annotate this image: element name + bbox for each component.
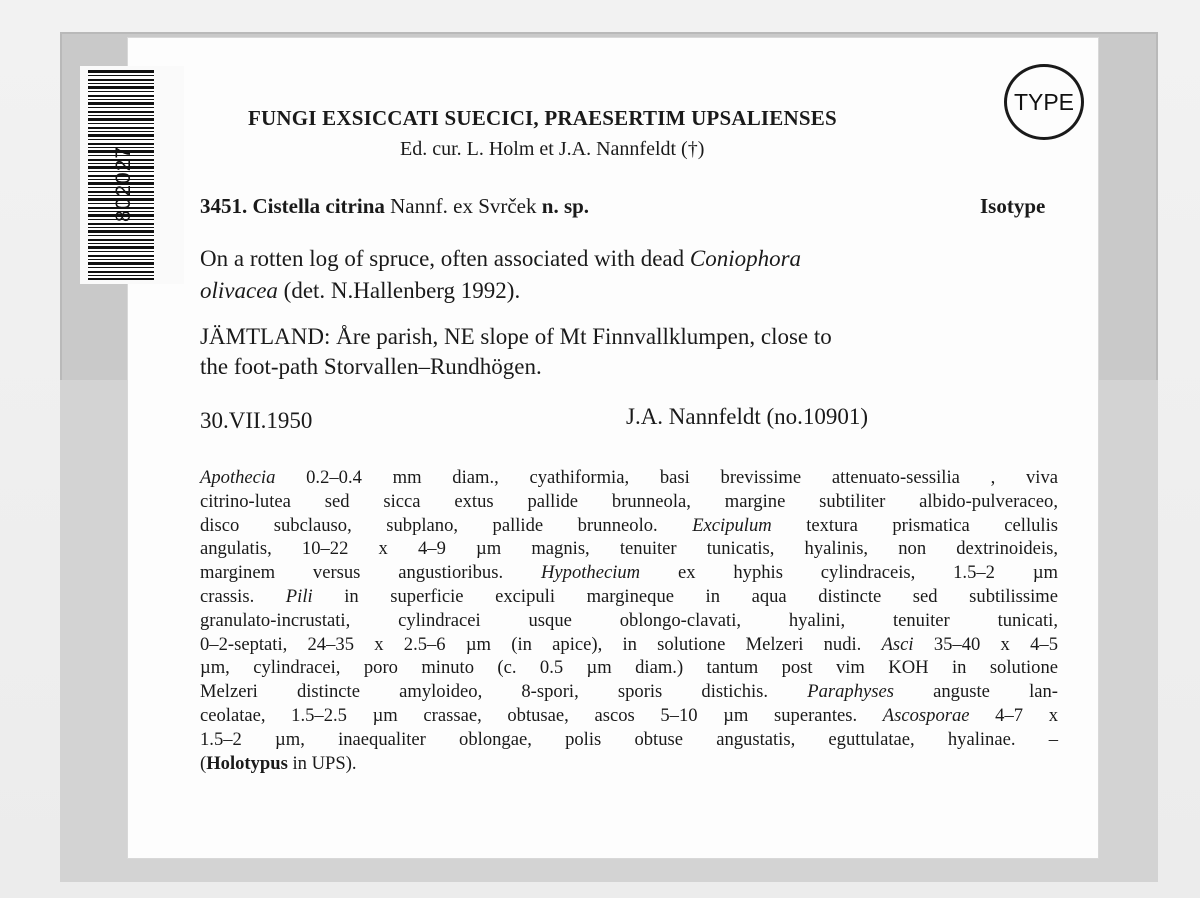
- description-text: 4–7 x: [969, 704, 1059, 726]
- habitat-line-2: [200, 278, 520, 304]
- taxon-name: Cistella citrina: [252, 194, 385, 218]
- locality-line-2: the foot-path Storvallen–Rundhögen.: [200, 354, 542, 379]
- description-text: marginem versus angustioribus.: [200, 562, 541, 584]
- description-text: ex hyphis cylindraceis, 1.5–2 µm: [640, 562, 1058, 584]
- description-term: Apothecia: [200, 467, 276, 488]
- holotype-label: Holotypus: [206, 752, 288, 774]
- collector: J.A. Nannfeldt (no.10901): [626, 404, 869, 429]
- description-term: Excipulum: [692, 514, 772, 536]
- description-term: Paraphyses: [807, 681, 894, 703]
- habitat-line-1: [200, 246, 801, 272]
- description-line: angulatis, 10–22 x 4–9 µm magnis, tenuiter tunicatis, hyalinis, non dextrinoideis,: [200, 538, 1058, 560]
- description-line: citrino-lutea sed sicca extus pallide brunneola, margine subtiliter albido-pulveraceo,: [200, 490, 1058, 512]
- taxon-author: Nannf. ex Svrček: [390, 194, 537, 218]
- type-designation: Isotype: [980, 194, 1046, 218]
- latin-description: [200, 466, 1058, 775]
- series-editors: Ed. cur. L. Holm et J.A. Nannfeldt (†): [400, 138, 705, 160]
- exsiccata-number: 3451.: [200, 194, 248, 218]
- description-text: disco subclauso, subplano, pallide brunneolo.: [200, 514, 693, 536]
- description-text: in superficie excipuli margineque in aqua distincte sed subtilissime: [312, 585, 1059, 607]
- description-text: crassis.: [200, 585, 286, 607]
- description-text: 0–2-septati, 24–35 x 2.5–6 µm (in apice), in solutione Melzeri nudi.: [200, 633, 882, 655]
- description-text: 35–40 x 4–5: [913, 633, 1058, 655]
- description-text: 0.2–0.4 mm diam., cyathiformia, basi brevissime attenuato-sessilia , viva: [275, 467, 1058, 488]
- taxon-status: n. sp.: [541, 194, 590, 218]
- barcode-number: 802027: [112, 145, 135, 222]
- habitat-taxon-epithet: olivacea: [200, 278, 278, 303]
- description-text: ceolatae, 1.5–2.5 µm crassae, obtusae, ascos 5–10 µm superantes.: [200, 704, 883, 726]
- description-text: anguste lan-: [893, 681, 1058, 703]
- description-text: (: [200, 752, 207, 774]
- description-text: textura prismatica cellulis: [771, 514, 1058, 536]
- series-title: FUNGI EXSICCATI SUECICI, PRAESERTIM UPSALIENSES: [248, 106, 837, 130]
- description-line: [200, 561, 1058, 585]
- type-stamp: [1004, 64, 1084, 140]
- description-line: [200, 633, 1058, 657]
- description-term: Ascosporae: [882, 704, 970, 726]
- description-term: Pili: [285, 585, 313, 607]
- habitat-taxon-genus: Coniophora: [689, 246, 802, 271]
- description-line: [200, 752, 1058, 776]
- description-line: [200, 704, 1058, 728]
- habitat-text: On a rotten log of spruce, often associated with dead: [200, 246, 690, 271]
- habitat-determiner: (det. N.Hallenberg 1992).: [277, 278, 521, 303]
- description-line: [200, 466, 1058, 490]
- description-term: Hypothecium: [540, 562, 641, 584]
- type-stamp-text: TYPE: [1013, 88, 1075, 115]
- description-line: granulato-incrustati, cylindracei usque oblongo-clavati, hyalini, tenuiter tunicati,: [200, 609, 1058, 631]
- description-line: [200, 680, 1058, 704]
- specimen-heading: [200, 194, 589, 219]
- description-text: in UPS).: [287, 752, 357, 774]
- description-line: 1.5–2 µm, inaequaliter oblongae, polis obtuse angustatis, eguttulatae, hyalinae. –: [200, 728, 1058, 750]
- description-term: Asci: [881, 633, 914, 655]
- description-line: [200, 585, 1058, 609]
- locality-line-1: JÄMTLAND: Åre parish, NE slope of Mt Finnvallklumpen, close to: [200, 324, 832, 349]
- description-line: [200, 514, 1058, 538]
- collection-date: 30.VII.1950: [200, 408, 313, 433]
- description-text: Melzeri distincte amyloideo, 8-spori, sporis distichis.: [200, 681, 808, 703]
- description-line: µm, cylindracei, poro minuto (c. 0.5 µm diam.) tantum post vim KOH in solutione: [200, 657, 1058, 679]
